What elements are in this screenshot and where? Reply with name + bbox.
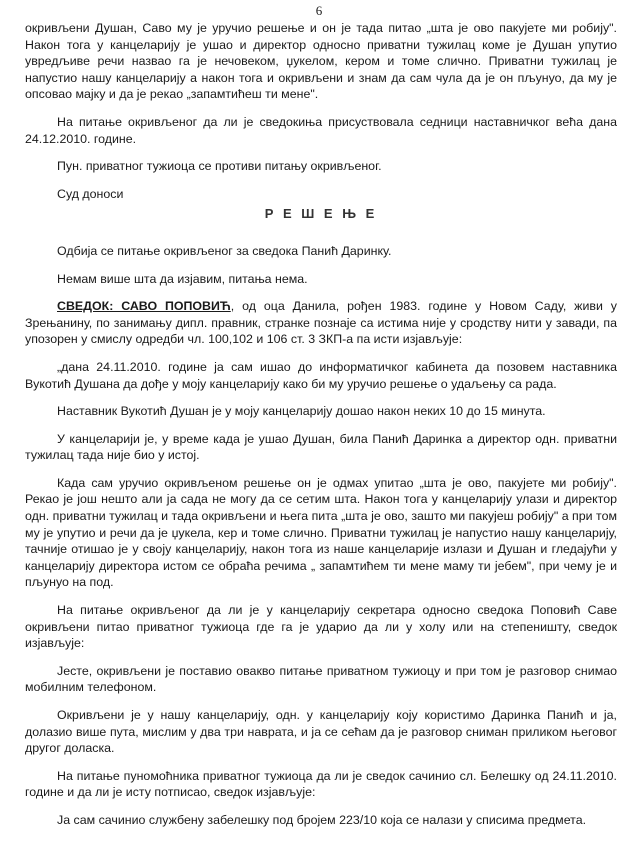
decision-heading: Р Е Ш Е Њ Е [264,206,378,222]
paragraph-official-note: Ја сам сачинио службену забелешку под бројем 223/10 која се налази у списима предмета. [57,812,587,827]
paragraph-question-recording: На питање окривљеног да ли је у канцеларију секретара односно сведока Поповић Саве окривљени питао приватног тужиоца где га је ударио да ли у холу или на степеништу, сведок изјављује: [25,603,617,651]
witness-details: , од оца Данила, рођен 1983. године у Новом Саду, живи у Зрењанину, по занимању дипл. правник, странке познаје са истима није у сродству нити у завади, па упозорен у смислу одредби чл. 100,102 и 106 ст. 3 ЗКП-а па исти изјављује: [25,299,617,347]
page-number: 6 [315,3,323,18]
paragraph-court-decides: Суд доноси [57,186,124,201]
paragraph-question-rejected: Одбија се питање окривљеног за сведока Панић Даринку. [57,243,392,258]
paragraph-question-council: На питање окривљеног да ли је сведокиња присуствовала седници наставничког већа дана 24.12.2010. године. [25,114,617,146]
paragraph-visits: Окривљени је у нашу канцеларију, одн. у канцеларију коју користимо Даринка Панић и ја, долазио више пута, мислим у два три наврата, и ја се сећам да је разговор сниман приликом његовог другог доласка. [25,708,617,756]
document-body [25,20,617,840]
paragraph-witness-statement-4: Када сам уручио окривљеном решење он је одмах упитао „шта је ово, пакујете ми робију". Рекао је још нешто али ја сада не могу да се сетим шта. Након тога у канцеларију улази и директор одн. приватни тужилац и тада окривљени и њега пита „шта је ово, зашто ми пакујеш робију" а при том му је упутио и речи да је џукела, кер и томе слично. Приватни тужилац је напустио нашу канцеларију, тачније отишао је у своју канцеларију, након тога из наше канцеларије излази и Душан и гледајући у канцеларију директора истом се обраћа речима „ запамтићем ти мене маму ти јебем", при чему је и пљунуо на под. [25,475,617,590]
paragraph-witness-statement-3: У канцеларији је, у време када је ушао Душан, била Панић Даринка а директор одн. приватни тужилац тада није био у истој. [25,431,617,463]
paragraph-no-more-statements: Немам више шта да изјавим, питања нема. [57,271,308,286]
witness-label: СВЕДОК: САВО ПОПОВИЋ [57,299,231,314]
paragraph-question-note: На питање пуномоћника приватног тужиоца да ли је сведок сачинио сл. Белешку од 24.11.2010. године и да ли је исту потписао, сведок изјављује: [25,768,617,800]
paragraph-witness-statement-1: „дана 24.11.2010. године ја сам ишао до информатичког кабинета да позовем наставника Вукотић Душана да дође у моју канцеларију како би му уручио решење о удаљењу са рада. [25,359,617,391]
paragraph-witness-intro [25,298,617,348]
paragraph-answer-recording: Јесте, окривљени је поставио овакво питање приватном тужиоцу и при том је разговор снимао мобилним телефоном. [25,663,617,695]
paragraph-witness-statement-2: Наставник Вукотић Душан је у моју канцеларију дошао након неких 10 до 15 минута. [57,404,546,419]
paragraph-testimony-continued: окривљени Душан, Саво му је уручио решење и он је тада питао „шта је ово пакујете ми робију". Након тога у канцеларију је ушао и директор односно приватни тужилац коме је Душан упутио увредљиве речи назвао га је нечовеком, џукелом, кером и томе слично. Приватни тужилац је напустио нашу канцеларију а након тога и окривљени и знам да сам чула да је он пљунуо, да му је опсовао мајку и да је рекао „запамтићеш ти мене". [25,21,617,102]
paragraph-objection: Пун. приватног тужиоца се противи питању окривљеног. [57,159,382,174]
